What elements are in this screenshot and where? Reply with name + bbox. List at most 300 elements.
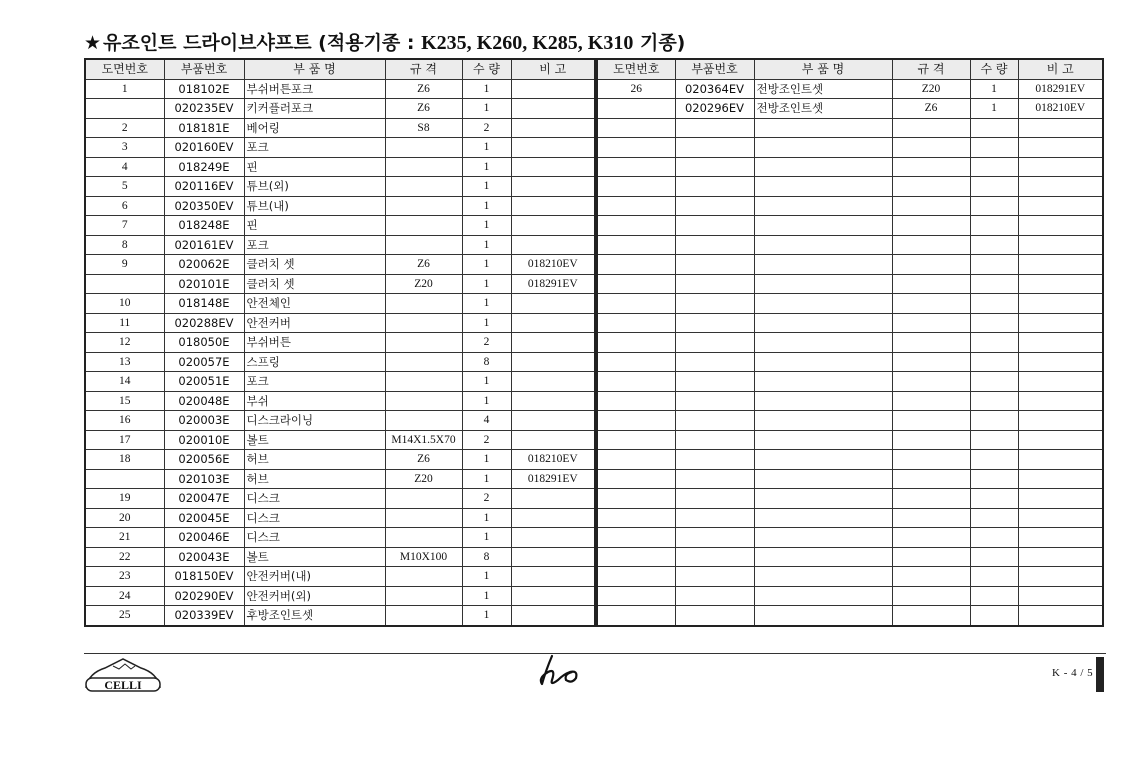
note-cell bbox=[1018, 528, 1103, 548]
drawing-no-cell bbox=[597, 567, 675, 587]
part-no-cell bbox=[675, 333, 754, 353]
note-cell bbox=[511, 196, 595, 216]
spec-cell bbox=[385, 138, 462, 158]
part-name-cell bbox=[754, 469, 892, 489]
part-name-cell bbox=[754, 333, 892, 353]
part-no-cell bbox=[675, 411, 754, 431]
drawing-no-cell: 9 bbox=[85, 255, 164, 275]
part-no-cell: 018150EV bbox=[164, 567, 244, 587]
part-name-cell bbox=[754, 157, 892, 177]
spec-cell bbox=[892, 411, 970, 431]
spec-cell bbox=[892, 294, 970, 314]
part-name-cell bbox=[754, 450, 892, 470]
part-name-cell bbox=[754, 313, 892, 333]
qty-cell: 1 bbox=[462, 391, 511, 411]
table-header-row bbox=[85, 59, 595, 79]
drawing-no-cell bbox=[597, 138, 675, 158]
part-name-cell: 디스크 bbox=[244, 528, 385, 548]
drawing-no-cell bbox=[597, 528, 675, 548]
qty-cell: 1 bbox=[462, 372, 511, 392]
spec-cell bbox=[892, 313, 970, 333]
note-cell bbox=[1018, 255, 1103, 275]
note-cell bbox=[1018, 177, 1103, 197]
spec-cell bbox=[892, 430, 970, 450]
table-row bbox=[85, 138, 595, 158]
parts-table-right bbox=[596, 58, 1104, 627]
qty-cell bbox=[970, 567, 1018, 587]
note-cell bbox=[1018, 372, 1103, 392]
spec-cell bbox=[892, 352, 970, 372]
part-no-cell bbox=[675, 177, 754, 197]
part-no-cell: 020290EV bbox=[164, 586, 244, 606]
drawing-no-cell: 6 bbox=[85, 196, 164, 216]
table-row bbox=[85, 235, 595, 255]
part-no-cell: 020043E bbox=[164, 547, 244, 567]
drawing-no-cell: 14 bbox=[85, 372, 164, 392]
part-name-cell: 포크 bbox=[244, 138, 385, 158]
drawing-no-cell: 10 bbox=[85, 294, 164, 314]
header-qty: 수 량 bbox=[462, 59, 511, 79]
drawing-no-cell bbox=[597, 235, 675, 255]
table-row bbox=[85, 216, 595, 236]
qty-cell bbox=[970, 450, 1018, 470]
part-name-cell bbox=[754, 216, 892, 236]
note-cell: 018291EV bbox=[511, 469, 595, 489]
part-no-cell: 020003E bbox=[164, 411, 244, 431]
empty-row bbox=[597, 411, 1103, 431]
part-no-cell bbox=[675, 450, 754, 470]
part-name-cell bbox=[754, 547, 892, 567]
header-drawing-no: 도면번호 bbox=[85, 59, 164, 79]
table-row bbox=[85, 274, 595, 294]
part-no-cell: 020101E bbox=[164, 274, 244, 294]
empty-row bbox=[597, 294, 1103, 314]
qty-cell: 1 bbox=[462, 177, 511, 197]
drawing-no-cell bbox=[597, 372, 675, 392]
part-name-cell: 전방조인트셋 bbox=[754, 99, 892, 119]
header-qty: 수 량 bbox=[970, 59, 1018, 79]
qty-cell bbox=[970, 586, 1018, 606]
table-row bbox=[85, 333, 595, 353]
note-cell bbox=[1018, 333, 1103, 353]
table-row bbox=[85, 586, 595, 606]
part-no-cell: 020103E bbox=[164, 469, 244, 489]
table-row bbox=[85, 391, 595, 411]
part-no-cell bbox=[675, 391, 754, 411]
qty-cell: 1 bbox=[462, 586, 511, 606]
qty-cell: 1 bbox=[462, 469, 511, 489]
empty-row bbox=[597, 508, 1103, 528]
qty-cell bbox=[970, 508, 1018, 528]
note-cell bbox=[511, 606, 595, 626]
spec-cell bbox=[385, 333, 462, 353]
qty-cell: 1 bbox=[462, 235, 511, 255]
table-row bbox=[85, 294, 595, 314]
drawing-no-cell bbox=[597, 157, 675, 177]
note-cell bbox=[511, 157, 595, 177]
qty-cell bbox=[970, 255, 1018, 275]
part-no-cell bbox=[675, 469, 754, 489]
note-cell bbox=[1018, 196, 1103, 216]
note-cell bbox=[511, 118, 595, 138]
note-cell bbox=[1018, 586, 1103, 606]
part-no-cell: 020288EV bbox=[164, 313, 244, 333]
note-cell bbox=[1018, 235, 1103, 255]
spec-cell bbox=[385, 567, 462, 587]
table-row bbox=[85, 352, 595, 372]
part-name-cell: 핀 bbox=[244, 157, 385, 177]
spec-cell bbox=[892, 274, 970, 294]
part-no-cell: 020339EV bbox=[164, 606, 244, 626]
spec-cell bbox=[892, 567, 970, 587]
qty-cell bbox=[970, 177, 1018, 197]
drawing-no-cell: 20 bbox=[85, 508, 164, 528]
empty-row bbox=[597, 450, 1103, 470]
part-no-cell bbox=[675, 313, 754, 333]
qty-cell bbox=[970, 333, 1018, 353]
signature bbox=[534, 650, 594, 690]
part-no-cell: 020056E bbox=[164, 450, 244, 470]
drawing-no-cell bbox=[597, 606, 675, 626]
part-no-cell bbox=[675, 235, 754, 255]
note-cell bbox=[1018, 138, 1103, 158]
qty-cell bbox=[970, 391, 1018, 411]
part-name-cell: 포크 bbox=[244, 235, 385, 255]
part-name-cell bbox=[754, 196, 892, 216]
qty-cell bbox=[970, 411, 1018, 431]
note-cell bbox=[511, 177, 595, 197]
table-row bbox=[85, 99, 595, 119]
qty-cell bbox=[970, 313, 1018, 333]
part-name-cell: 포크 bbox=[244, 372, 385, 392]
drawing-no-cell: 15 bbox=[85, 391, 164, 411]
qty-cell bbox=[970, 216, 1018, 236]
spec-cell bbox=[892, 489, 970, 509]
table-row bbox=[85, 508, 595, 528]
part-no-cell: 020045E bbox=[164, 508, 244, 528]
part-no-cell bbox=[675, 216, 754, 236]
empty-row bbox=[597, 274, 1103, 294]
part-no-cell bbox=[675, 138, 754, 158]
celli-logo bbox=[83, 656, 163, 694]
spec-cell: S8 bbox=[385, 118, 462, 138]
part-name-cell: 디스크라이닝 bbox=[244, 411, 385, 431]
empty-row bbox=[597, 567, 1103, 587]
drawing-no-cell: 17 bbox=[85, 430, 164, 450]
spec-cell bbox=[385, 196, 462, 216]
drawing-no-cell bbox=[597, 508, 675, 528]
header-note: 비 고 bbox=[1018, 59, 1103, 79]
empty-row bbox=[597, 469, 1103, 489]
part-no-cell bbox=[675, 547, 754, 567]
spec-cell bbox=[385, 313, 462, 333]
drawing-no-cell bbox=[597, 411, 675, 431]
drawing-no-cell bbox=[85, 274, 164, 294]
drawing-no-cell bbox=[597, 586, 675, 606]
table-row bbox=[85, 255, 595, 275]
spec-cell bbox=[892, 216, 970, 236]
spec-cell bbox=[892, 391, 970, 411]
part-no-cell: 020161EV bbox=[164, 235, 244, 255]
spec-cell bbox=[892, 177, 970, 197]
spec-cell bbox=[892, 333, 970, 353]
table-row bbox=[597, 99, 1103, 119]
qty-cell bbox=[970, 294, 1018, 314]
title-suffix: 기종) bbox=[633, 32, 686, 54]
part-no-cell: 018249E bbox=[164, 157, 244, 177]
drawing-no-cell bbox=[85, 99, 164, 119]
part-no-cell bbox=[675, 567, 754, 587]
part-no-cell bbox=[675, 196, 754, 216]
part-no-cell: 020051E bbox=[164, 372, 244, 392]
part-no-cell bbox=[675, 586, 754, 606]
empty-row bbox=[597, 157, 1103, 177]
note-cell bbox=[1018, 352, 1103, 372]
note-cell bbox=[1018, 118, 1103, 138]
part-name-cell: 튜브(내) bbox=[244, 196, 385, 216]
table-row bbox=[85, 411, 595, 431]
part-name-cell: 부쉬 bbox=[244, 391, 385, 411]
footer-divider bbox=[84, 653, 1106, 654]
empty-row bbox=[597, 606, 1103, 626]
note-cell bbox=[511, 586, 595, 606]
empty-row bbox=[597, 586, 1103, 606]
drawing-no-cell: 12 bbox=[85, 333, 164, 353]
table-row bbox=[85, 450, 595, 470]
spec-cell: Z6 bbox=[892, 99, 970, 119]
page-title bbox=[84, 28, 685, 55]
table-row bbox=[597, 79, 1103, 99]
part-name-cell bbox=[754, 274, 892, 294]
part-name-cell: 핀 bbox=[244, 216, 385, 236]
drawing-no-cell bbox=[597, 352, 675, 372]
title-models: K235, K260, K285, K310 bbox=[421, 32, 634, 54]
part-name-cell: 허브 bbox=[244, 450, 385, 470]
qty-cell: 1 bbox=[462, 508, 511, 528]
part-name-cell: 클러치 셋 bbox=[244, 255, 385, 275]
note-cell bbox=[511, 411, 595, 431]
empty-row bbox=[597, 391, 1103, 411]
qty-cell bbox=[970, 138, 1018, 158]
empty-row bbox=[597, 430, 1103, 450]
spec-cell bbox=[385, 586, 462, 606]
drawing-no-cell bbox=[597, 547, 675, 567]
table-row bbox=[85, 469, 595, 489]
spec-cell bbox=[892, 547, 970, 567]
spec-cell bbox=[385, 606, 462, 626]
part-no-cell bbox=[675, 352, 754, 372]
note-cell bbox=[511, 567, 595, 587]
qty-cell bbox=[970, 489, 1018, 509]
qty-cell: 1 bbox=[970, 79, 1018, 99]
drawing-no-cell: 26 bbox=[597, 79, 675, 99]
note-cell bbox=[511, 138, 595, 158]
drawing-no-cell: 22 bbox=[85, 547, 164, 567]
table-row bbox=[85, 489, 595, 509]
part-name-cell: 베어링 bbox=[244, 118, 385, 138]
part-no-cell bbox=[675, 606, 754, 626]
spec-cell: Z20 bbox=[385, 469, 462, 489]
spec-cell bbox=[385, 177, 462, 197]
drawing-no-cell bbox=[597, 216, 675, 236]
qty-cell: 1 bbox=[462, 196, 511, 216]
spec-cell bbox=[892, 255, 970, 275]
note-cell bbox=[1018, 606, 1103, 626]
table-header-row bbox=[597, 59, 1103, 79]
qty-cell: 1 bbox=[462, 274, 511, 294]
qty-cell bbox=[970, 469, 1018, 489]
header-part-no: 부품번호 bbox=[675, 59, 754, 79]
part-name-cell bbox=[754, 489, 892, 509]
drawing-no-cell bbox=[597, 196, 675, 216]
table-row bbox=[85, 177, 595, 197]
spec-cell bbox=[892, 235, 970, 255]
note-cell bbox=[1018, 489, 1103, 509]
qty-cell bbox=[970, 372, 1018, 392]
header-part-name: 부 품 명 bbox=[754, 59, 892, 79]
part-no-cell bbox=[675, 255, 754, 275]
drawing-no-cell bbox=[597, 99, 675, 119]
header-part-name: 부 품 명 bbox=[244, 59, 385, 79]
part-name-cell: 볼트 bbox=[244, 547, 385, 567]
drawing-no-cell: 5 bbox=[85, 177, 164, 197]
empty-row bbox=[597, 313, 1103, 333]
empty-row bbox=[597, 333, 1103, 353]
title-korean: 유조인트 드라이브샤프트 (적용기종 : bbox=[103, 32, 422, 54]
drawing-no-cell bbox=[85, 469, 164, 489]
drawing-no-cell bbox=[597, 177, 675, 197]
part-name-cell: 전방조인트셋 bbox=[754, 79, 892, 99]
part-no-cell bbox=[675, 294, 754, 314]
empty-row bbox=[597, 216, 1103, 236]
part-no-cell: 020057E bbox=[164, 352, 244, 372]
spec-cell bbox=[892, 372, 970, 392]
empty-row bbox=[597, 138, 1103, 158]
drawing-no-cell bbox=[597, 274, 675, 294]
spec-cell bbox=[892, 586, 970, 606]
table-row bbox=[85, 79, 595, 99]
table-row bbox=[85, 606, 595, 626]
star-icon: ★ bbox=[84, 32, 102, 54]
part-no-cell: 020364EV bbox=[675, 79, 754, 99]
part-name-cell: 부쉬버튼포크 bbox=[244, 79, 385, 99]
note-cell bbox=[511, 79, 595, 99]
table-row bbox=[85, 547, 595, 567]
spec-cell bbox=[385, 157, 462, 177]
drawing-no-cell bbox=[597, 430, 675, 450]
note-cell bbox=[1018, 430, 1103, 450]
part-name-cell: 디스크 bbox=[244, 489, 385, 509]
spec-cell bbox=[892, 528, 970, 548]
part-no-cell: 020160EV bbox=[164, 138, 244, 158]
qty-cell: 1 bbox=[462, 567, 511, 587]
qty-cell: 1 bbox=[462, 79, 511, 99]
note-cell bbox=[511, 235, 595, 255]
spec-cell bbox=[385, 508, 462, 528]
empty-row bbox=[597, 547, 1103, 567]
part-name-cell bbox=[754, 430, 892, 450]
drawing-no-cell bbox=[597, 118, 675, 138]
note-cell bbox=[511, 313, 595, 333]
part-name-cell: 볼트 bbox=[244, 430, 385, 450]
qty-cell: 1 bbox=[462, 450, 511, 470]
qty-cell bbox=[970, 274, 1018, 294]
part-no-cell: 018148E bbox=[164, 294, 244, 314]
spec-cell bbox=[892, 469, 970, 489]
qty-cell: 2 bbox=[462, 430, 511, 450]
header-spec: 규 격 bbox=[892, 59, 970, 79]
qty-cell bbox=[970, 352, 1018, 372]
drawing-no-cell: 4 bbox=[85, 157, 164, 177]
drawing-no-cell bbox=[597, 313, 675, 333]
logo-text: CELLI bbox=[104, 678, 142, 692]
empty-row bbox=[597, 196, 1103, 216]
header-note: 비 고 bbox=[511, 59, 595, 79]
part-no-cell: 018181E bbox=[164, 118, 244, 138]
table-row bbox=[85, 196, 595, 216]
part-no-cell: 020062E bbox=[164, 255, 244, 275]
spec-cell: M10X100 bbox=[385, 547, 462, 567]
note-cell bbox=[511, 372, 595, 392]
spec-cell: Z6 bbox=[385, 450, 462, 470]
part-name-cell: 클러치 셋 bbox=[244, 274, 385, 294]
qty-cell: 2 bbox=[462, 118, 511, 138]
part-no-cell: 020048E bbox=[164, 391, 244, 411]
empty-row bbox=[597, 255, 1103, 275]
drawing-no-cell: 2 bbox=[85, 118, 164, 138]
note-cell bbox=[511, 333, 595, 353]
spec-cell bbox=[385, 411, 462, 431]
spec-cell: Z6 bbox=[385, 79, 462, 99]
note-cell: 018210EV bbox=[511, 255, 595, 275]
part-no-cell: 020235EV bbox=[164, 99, 244, 119]
part-no-cell: 018248E bbox=[164, 216, 244, 236]
drawing-no-cell: 19 bbox=[85, 489, 164, 509]
spec-cell bbox=[385, 391, 462, 411]
drawing-no-cell bbox=[597, 294, 675, 314]
spec-cell bbox=[385, 216, 462, 236]
note-cell bbox=[1018, 450, 1103, 470]
qty-cell: 1 bbox=[462, 294, 511, 314]
spec-cell bbox=[892, 118, 970, 138]
note-cell bbox=[511, 99, 595, 119]
part-no-cell: 020046E bbox=[164, 528, 244, 548]
part-name-cell: 스프링 bbox=[244, 352, 385, 372]
drawing-no-cell: 11 bbox=[85, 313, 164, 333]
note-cell: 018291EV bbox=[511, 274, 595, 294]
drawing-no-cell bbox=[597, 450, 675, 470]
part-name-cell bbox=[754, 606, 892, 626]
note-cell bbox=[1018, 313, 1103, 333]
spec-cell bbox=[892, 138, 970, 158]
table-row bbox=[85, 313, 595, 333]
note-cell bbox=[1018, 294, 1103, 314]
drawing-no-cell: 3 bbox=[85, 138, 164, 158]
note-cell bbox=[1018, 157, 1103, 177]
drawing-no-cell bbox=[597, 333, 675, 353]
qty-cell: 1 bbox=[462, 528, 511, 548]
part-name-cell: 안전커버(외) bbox=[244, 586, 385, 606]
part-name-cell bbox=[754, 294, 892, 314]
part-name-cell: 안전커버(내) bbox=[244, 567, 385, 587]
qty-cell: 1 bbox=[462, 313, 511, 333]
spec-cell bbox=[385, 235, 462, 255]
qty-cell bbox=[970, 235, 1018, 255]
drawing-no-cell bbox=[597, 489, 675, 509]
note-cell bbox=[1018, 567, 1103, 587]
drawing-no-cell: 21 bbox=[85, 528, 164, 548]
qty-cell: 8 bbox=[462, 547, 511, 567]
